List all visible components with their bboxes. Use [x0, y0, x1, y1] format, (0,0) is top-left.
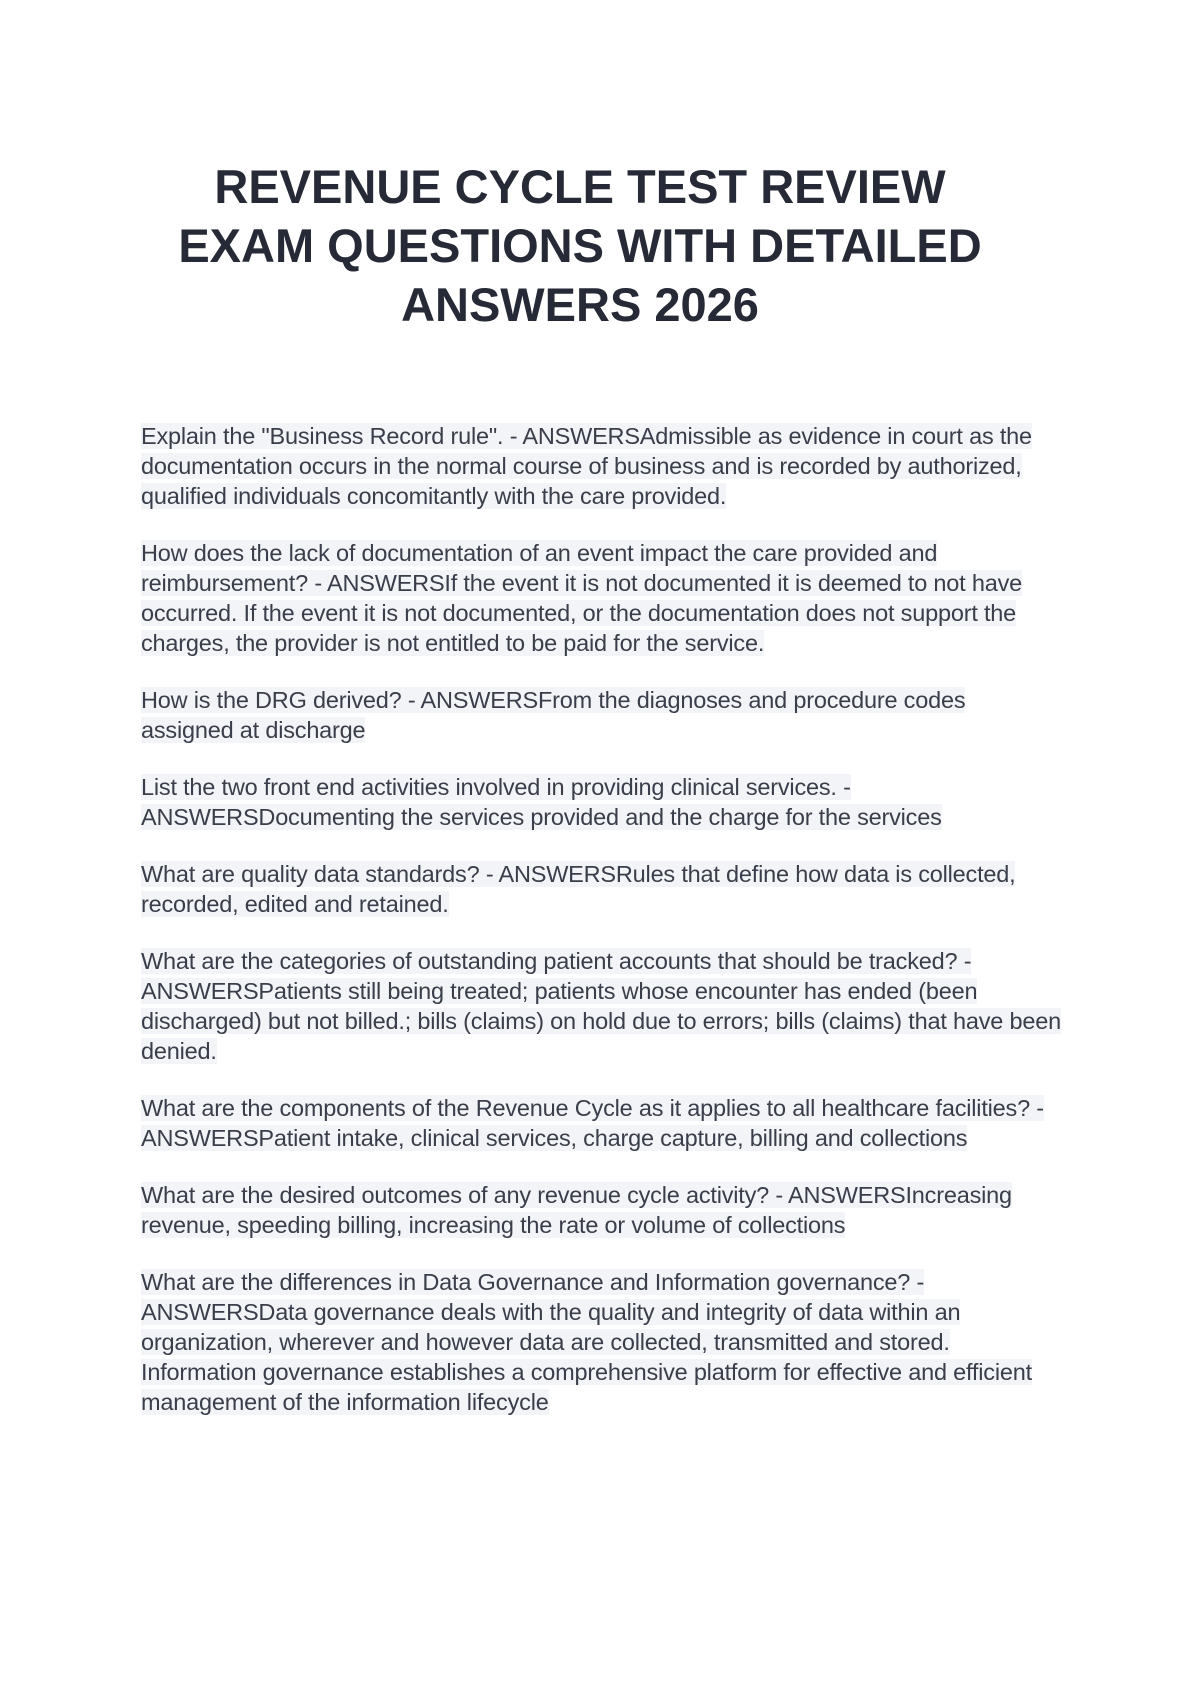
qa-item: [141, 772, 1061, 832]
question-text: What are the desired outcomes of any revenue cycle activity?: [141, 1182, 770, 1208]
question-text: What are the categories of outstanding patient accounts that should be tracked?: [141, 948, 958, 974]
answer-text: ANSWERSPatient intake, clinical services, charge capture, billing and collections: [141, 1125, 968, 1151]
qa-item: [141, 1180, 1061, 1240]
answer-text: ANSWERSDocumenting the services provided and the charge for the services: [141, 804, 942, 830]
qa-item: [141, 946, 1061, 1066]
question-text: How does the lack of documentation of an event impact the care provided and reimbursement?: [141, 540, 938, 596]
qa-item: [141, 685, 1061, 745]
answer-text: ANSWERSPatients still being treated; patients whose encounter has ended (been discharged) but not billed.; bills (claims) on hold due to errors; bills (claims) that have been denied.: [141, 978, 1061, 1064]
answer-separator: -: [1029, 1095, 1044, 1121]
answer-separator: -: [479, 861, 499, 887]
qa-item: [141, 1267, 1061, 1417]
answer-text: ANSWERSRules that define how data is collected, recorded, edited and retained.: [141, 861, 1016, 917]
question-text: List the two front end activities involved in providing clinical services.: [141, 774, 837, 800]
answer-separator: -: [401, 687, 421, 713]
qa-item: [141, 421, 1061, 511]
answer-separator: -: [308, 570, 327, 596]
question-text: What are the differences in Data Governance and Information governance?: [141, 1269, 911, 1295]
title-line: REVENUE CYCLE TEST REVIEW: [214, 160, 946, 213]
answer-text: ANSWERSData governance deals with the quality and integrity of data within an organization, wherever and however data are collected, transmitted and stored. Information governance establishes a comprehensive platform for effective and efficient management of the information lifecycle: [141, 1299, 1032, 1415]
answer-text: ANSWERSAdmissible as evidence in court as the documentation occurs in the normal course of business and is recorded by authorized, qualified individuals concomitantly with the care provided.: [141, 423, 1032, 509]
qa-list: [141, 421, 1061, 1444]
qa-item: [141, 1093, 1061, 1153]
answer-separator: -: [910, 1269, 925, 1295]
answer-text: ANSWERSIncreasing revenue, speeding billing, increasing the rate or volume of collections: [141, 1182, 1012, 1238]
question-text: Explain the "Business Record rule".: [141, 423, 504, 449]
title-line: ANSWERS 2026: [401, 278, 759, 331]
answer-separator: -: [769, 1182, 789, 1208]
answer-text: ANSWERSIf the event it is not documented it is deemed to not have occurred. If the event it is not documented, or the documentation does not support the charges, the provider is not entitled to be paid for the service.: [141, 570, 1022, 656]
qa-item: [141, 859, 1061, 919]
answer-separator: -: [836, 774, 851, 800]
answer-separator: -: [957, 948, 972, 974]
question-text: What are the components of the Revenue Cycle as it applies to all healthcare facilities?: [141, 1095, 1030, 1121]
document-title: [130, 157, 1030, 334]
answer-separator: -: [503, 423, 523, 449]
title-line: EXAM QUESTIONS WITH DETAILED: [178, 219, 982, 272]
answer-text: ANSWERSFrom the diagnoses and procedure codes assigned at discharge: [141, 687, 966, 743]
question-text: How is the DRG derived?: [141, 687, 402, 713]
qa-item: [141, 538, 1061, 658]
question-text: What are quality data standards?: [141, 861, 480, 887]
